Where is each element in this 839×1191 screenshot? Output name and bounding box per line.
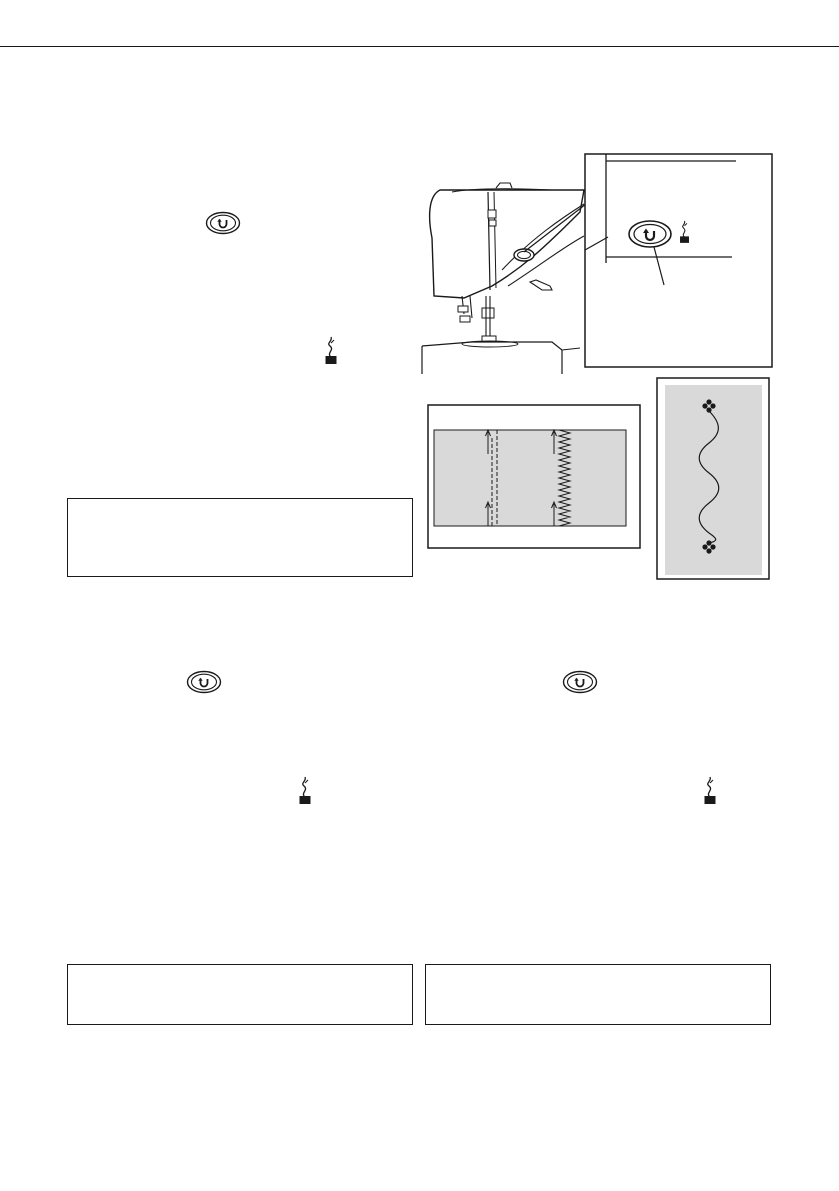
reverse-button-inset xyxy=(584,153,774,369)
stitch-samples-figure xyxy=(427,404,642,550)
locking-stitch-icon xyxy=(702,775,718,805)
locking-stitch-icon xyxy=(297,775,313,805)
note-box-2 xyxy=(67,964,413,1025)
lock-stitch-sample-figure xyxy=(656,377,770,580)
reverse-stitch-button-icon xyxy=(186,670,222,694)
locking-stitch-icon xyxy=(323,335,339,365)
reverse-stitch-button-icon xyxy=(562,670,598,694)
reverse-stitch-button-icon xyxy=(205,211,241,235)
sewing-machine-figure xyxy=(412,178,592,374)
header-rule xyxy=(0,46,839,47)
note-box-1 xyxy=(67,498,413,577)
note-box-3 xyxy=(425,964,771,1025)
